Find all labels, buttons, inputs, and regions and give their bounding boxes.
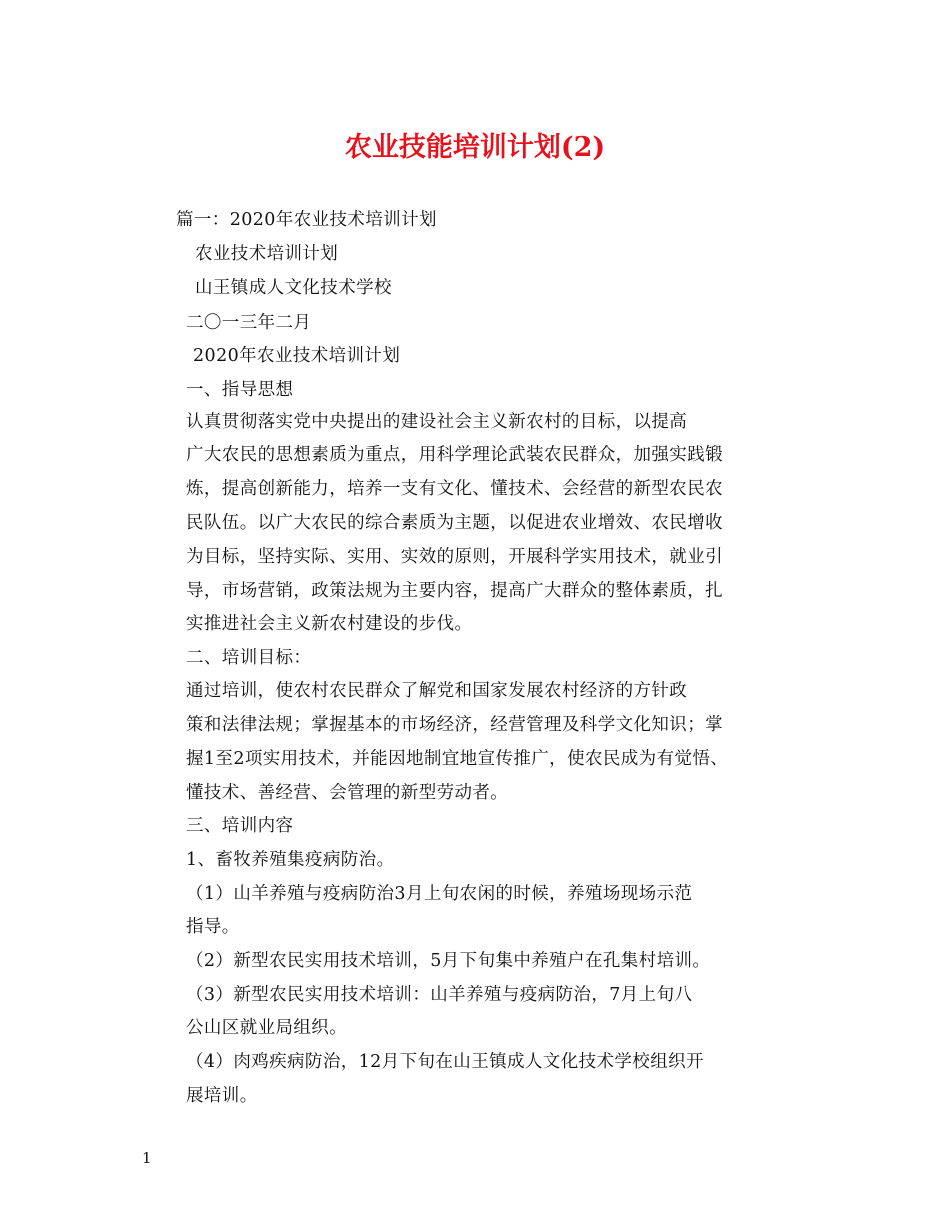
school-name-line: 山王镇成人文化技术学校 (195, 278, 392, 298)
document-title: 农业技能培训计划(2) (344, 132, 606, 163)
heading-training-content: 三、培训内容 (186, 816, 294, 836)
heading-guiding-ideology: 一、指导思想 (186, 380, 294, 400)
plan-title-line: 农业技术培训计划 (195, 244, 339, 264)
plan-subtitle-line: 2020年农业技术培训计划 (193, 346, 401, 366)
date-line: 二〇一三年二月 (186, 313, 312, 333)
list-item-continuation: 展培训。 (186, 1086, 258, 1106)
paragraph-line: 握1至2项实用技术，并能因地制宜地宣传推广，使农民成为有觉悟、 (186, 749, 729, 769)
paragraph-line: 懂技术、善经营、会管理的新型劳动者。 (186, 783, 509, 803)
list-item: （4）肉鸡疾病防治，12月下旬在山王镇成人文化技术学校组织开 (186, 1052, 704, 1072)
page-number: 1 (142, 1149, 152, 1167)
list-item: （1）山羊养殖与疫病防治3月上旬农闲的时候，养殖场现场示范 (186, 884, 693, 904)
list-item: （2）新型农民实用技术培训，5月下旬集中养殖户在孔集村培训。 (186, 951, 711, 971)
paragraph-line: 策和法律法规；掌握基本的市场经济，经营管理及科学文化知识；掌 (186, 715, 723, 735)
paragraph-line: 实推进社会主义新农村建设的步伐。 (186, 614, 473, 634)
paragraph-line: 通过培训，使农村农民群众了解党和国家发展农村经济的方针政 (186, 681, 688, 701)
list-item-continuation: 公山区就业局组织。 (186, 1018, 348, 1038)
paragraph-line: 认真贯彻落实党中央提出的建设社会主义新农村的目标，以提高 (186, 412, 688, 432)
section-heading-part-one: 篇一：2020年农业技术培训计划 (176, 210, 437, 230)
list-item: （3）新型农民实用技术培训：山羊养殖与疫病防治，7月上旬八 (186, 985, 693, 1005)
list-item-heading: 1、畜牧养殖集疫病防治。 (186, 850, 395, 870)
paragraph-line: 民队伍。以广大农民的综合素质为主题，以促进农业增效、农民增收 (186, 513, 723, 533)
paragraph-line: 为目标，坚持实际、实用、实效的原则，开展科学实用技术，就业引 (186, 547, 723, 567)
list-item-continuation: 指导。 (186, 917, 240, 937)
paragraph-line: 炼，提高创新能力，培养一支有文化、懂技术、会经营的新型农民农 (186, 479, 723, 499)
heading-training-goals: 二、培训目标： (186, 648, 312, 668)
paragraph-line: 导，市场营销，政策法规为主要内容，提高广大群众的整体素质，扎 (186, 581, 723, 601)
paragraph-line: 广大农民的思想素质为重点，用科学理论武装农民群众，加强实践锻 (186, 445, 723, 465)
